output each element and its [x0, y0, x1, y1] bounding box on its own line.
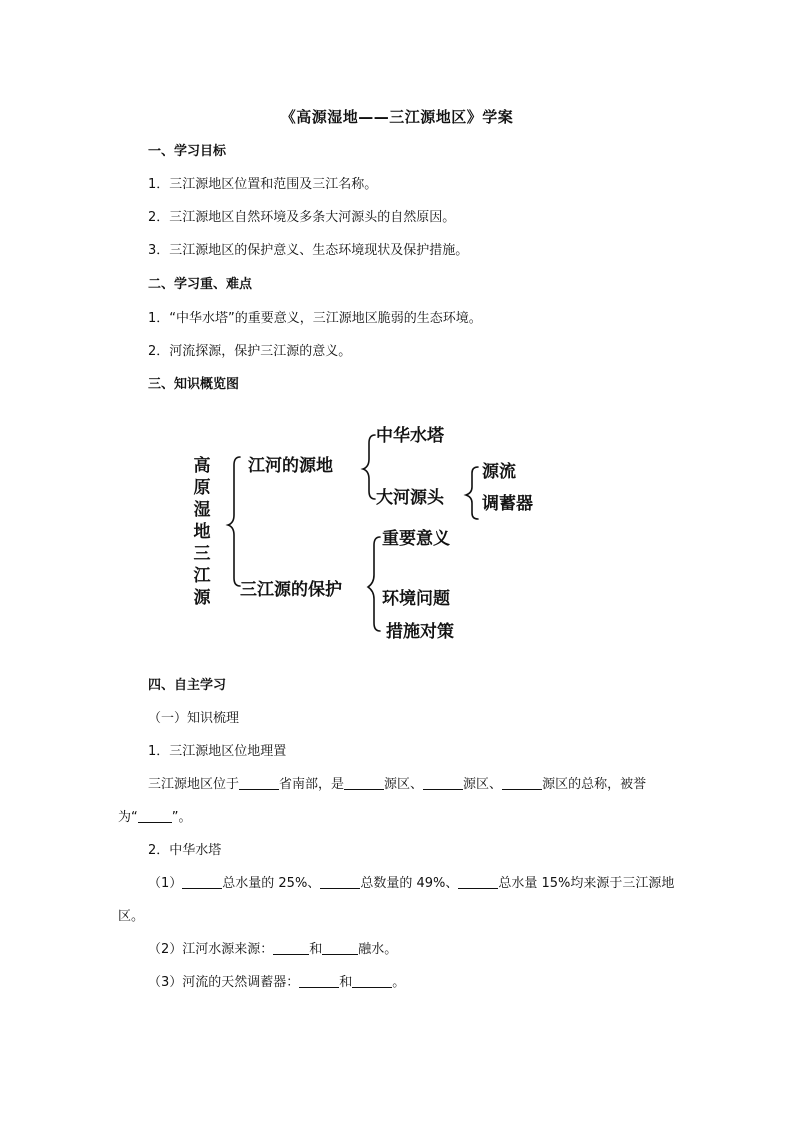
keypoint-item: 2．河流探源，保护三江源的意义。 [148, 344, 352, 359]
answer-blank[interactable] [182, 874, 222, 889]
fill-in-line: （3）河流的天然调蓄器： 和 。 [148, 975, 406, 990]
diagram-node: 环境问题 [382, 589, 450, 609]
fill-in-line: 三江源地区位于 省南部，是 源区、 源区、 源区的总称，被誉 [148, 777, 647, 792]
answer-blank[interactable] [273, 940, 309, 955]
root-bracket [228, 457, 240, 586]
diagram-node: 措施对策 [386, 622, 454, 642]
diagram-node: 调蓄器 [482, 494, 533, 514]
fill-in-line: （2）江河水源来源： 和 融水。 [148, 942, 398, 957]
keypoint-item: 1．“中华水塔”的重要意义，三江源地区脆弱的生态环境。 [148, 311, 482, 326]
diagram-branch2: 三江源的保护 [240, 580, 342, 600]
diagram-node: 中华水塔 [376, 426, 444, 446]
fill-in-line-cont: 区。 [118, 909, 145, 924]
diagram-branch1: 江河的源地 [248, 456, 333, 476]
section-heading-keypoints: 二、学习重、难点 [148, 277, 253, 292]
diagram-root: 高 原 湿 地 三 江 源 [193, 456, 211, 608]
answer-blank[interactable] [138, 808, 172, 823]
answer-blank[interactable] [423, 775, 463, 790]
answer-blank[interactable] [344, 775, 384, 790]
goal-item: 3．三江源地区的保护意义、生态环境现状及保护措施。 [148, 243, 469, 258]
question-title: 2．中华水塔 [148, 843, 222, 858]
fill-in-line: （1） 总水量的 25%、 总数量的 49%、 总水量 15%均来源于三江源地 [148, 876, 675, 891]
diagram-node: 大河源头 [376, 488, 444, 508]
sub-bracket [466, 467, 478, 519]
answer-blank[interactable] [502, 775, 542, 790]
subsection-title: （一）知识梳理 [148, 711, 240, 726]
answer-blank[interactable] [239, 775, 279, 790]
page-title: 《高源湿地——三江源地区》学案 [280, 108, 514, 126]
diagram-node: 源流 [482, 462, 516, 482]
branch1-bracket [363, 435, 375, 499]
answer-blank[interactable] [299, 973, 339, 988]
diagram-node: 重要意义 [382, 529, 450, 549]
answer-blank[interactable] [322, 940, 358, 955]
knowledge-diagram [180, 415, 570, 650]
fill-in-line: 为“ ”。 [118, 810, 192, 825]
answer-blank[interactable] [352, 973, 392, 988]
branch2-bracket [368, 537, 380, 631]
question-title: 1．三江源地区位地理置 [148, 744, 287, 759]
section-heading-selfstudy: 四、自主学习 [148, 678, 227, 693]
section-heading-overview: 三、知识概览图 [148, 377, 240, 392]
goal-item: 1．三江源地区位置和范围及三江名称。 [148, 177, 378, 192]
answer-blank[interactable] [320, 874, 360, 889]
answer-blank[interactable] [458, 874, 498, 889]
bracket-lines [180, 415, 570, 650]
section-heading-goals: 一、学习目标 [148, 144, 227, 159]
goal-item: 2．三江源地区自然环境及多条大河源头的自然原因。 [148, 210, 456, 225]
